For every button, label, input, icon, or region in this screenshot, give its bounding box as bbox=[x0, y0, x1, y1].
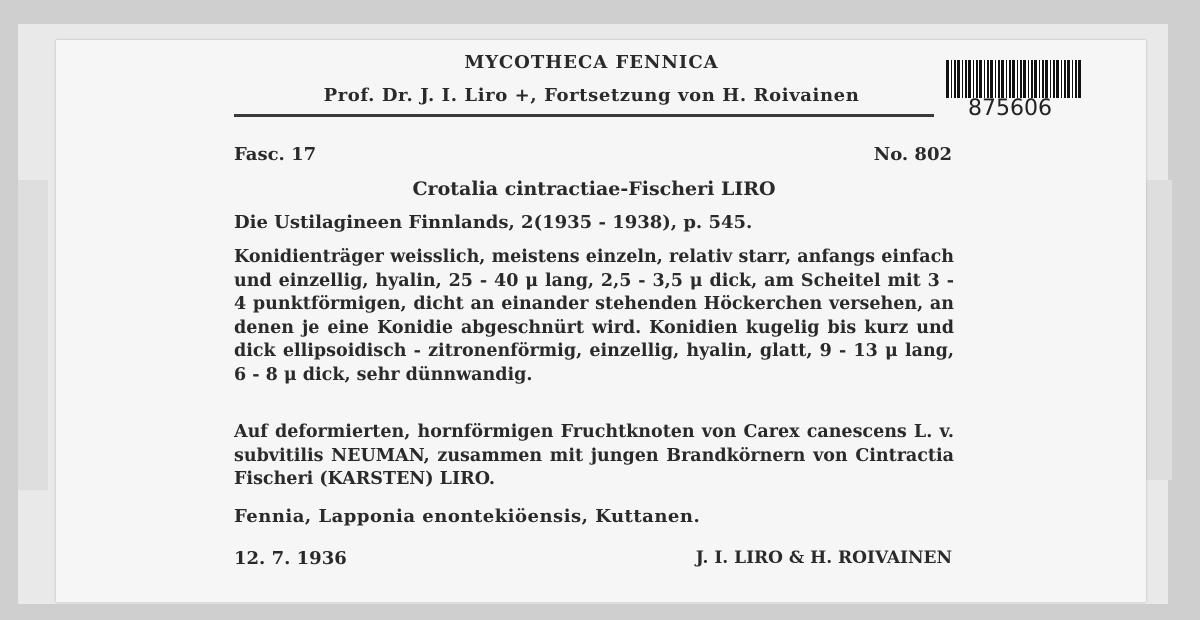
specimen-label bbox=[56, 40, 1146, 602]
collectors: J. I. LIRO & H. ROIVAINEN bbox=[695, 548, 952, 568]
barcode bbox=[946, 60, 1081, 121]
label-content bbox=[234, 40, 1014, 602]
collection-date: 12. 7. 1936 bbox=[234, 548, 347, 569]
barcode-bars bbox=[946, 60, 1081, 98]
specimen-number: No. 802 bbox=[873, 144, 952, 165]
barcode-number: 875606 bbox=[968, 96, 1052, 121]
collection-title: MYCOTHECA FENNICA bbox=[464, 52, 719, 73]
header-divider bbox=[234, 114, 934, 117]
locality: Fennia, Lapponia enontekiöensis, Kuttanen. bbox=[234, 506, 701, 527]
literature-reference: Die Ustilagineen Finnlands, 2(1935 - 1938), p. 545. bbox=[234, 212, 753, 233]
fascicle: Fasc. 17 bbox=[234, 144, 317, 165]
collection-subtitle: Prof. Dr. J. I. Liro +, Fortsetzung von H. Roivainen bbox=[323, 85, 860, 106]
sheet-fold-left bbox=[18, 180, 48, 490]
description-text: Konidienträger weisslich, meistens einzeln, relativ starr, anfangs einfach und einzellig, hyalin, 25 - 40 μ lang, 2,5 - 3,5 μ dick, am Scheitel mit 3 - 4 punktförmigen, dicht an einander stehenden Höckerchen versehen, an denen je eine Konidie abgeschnürt wird. Konidien kugelig bis kurz und dick ellipsoidisch - zitronenförmig, einzellig, hyalin, glatt, 9 - 13 μ lang, 6 - 8 μ dick, sehr dünnwandig. bbox=[234, 247, 954, 385]
host-text: Auf deformierten, hornförmigen Fruchtknoten von Carex canescens L. v. subvitilis NEUMAN, zusammen mit jungen Brandkörnern von Cintractia Fischeri (KARSTEN) LIRO. bbox=[234, 422, 954, 489]
taxon-name: Crotalia cintractiae-Fischeri LIRO bbox=[412, 178, 776, 200]
